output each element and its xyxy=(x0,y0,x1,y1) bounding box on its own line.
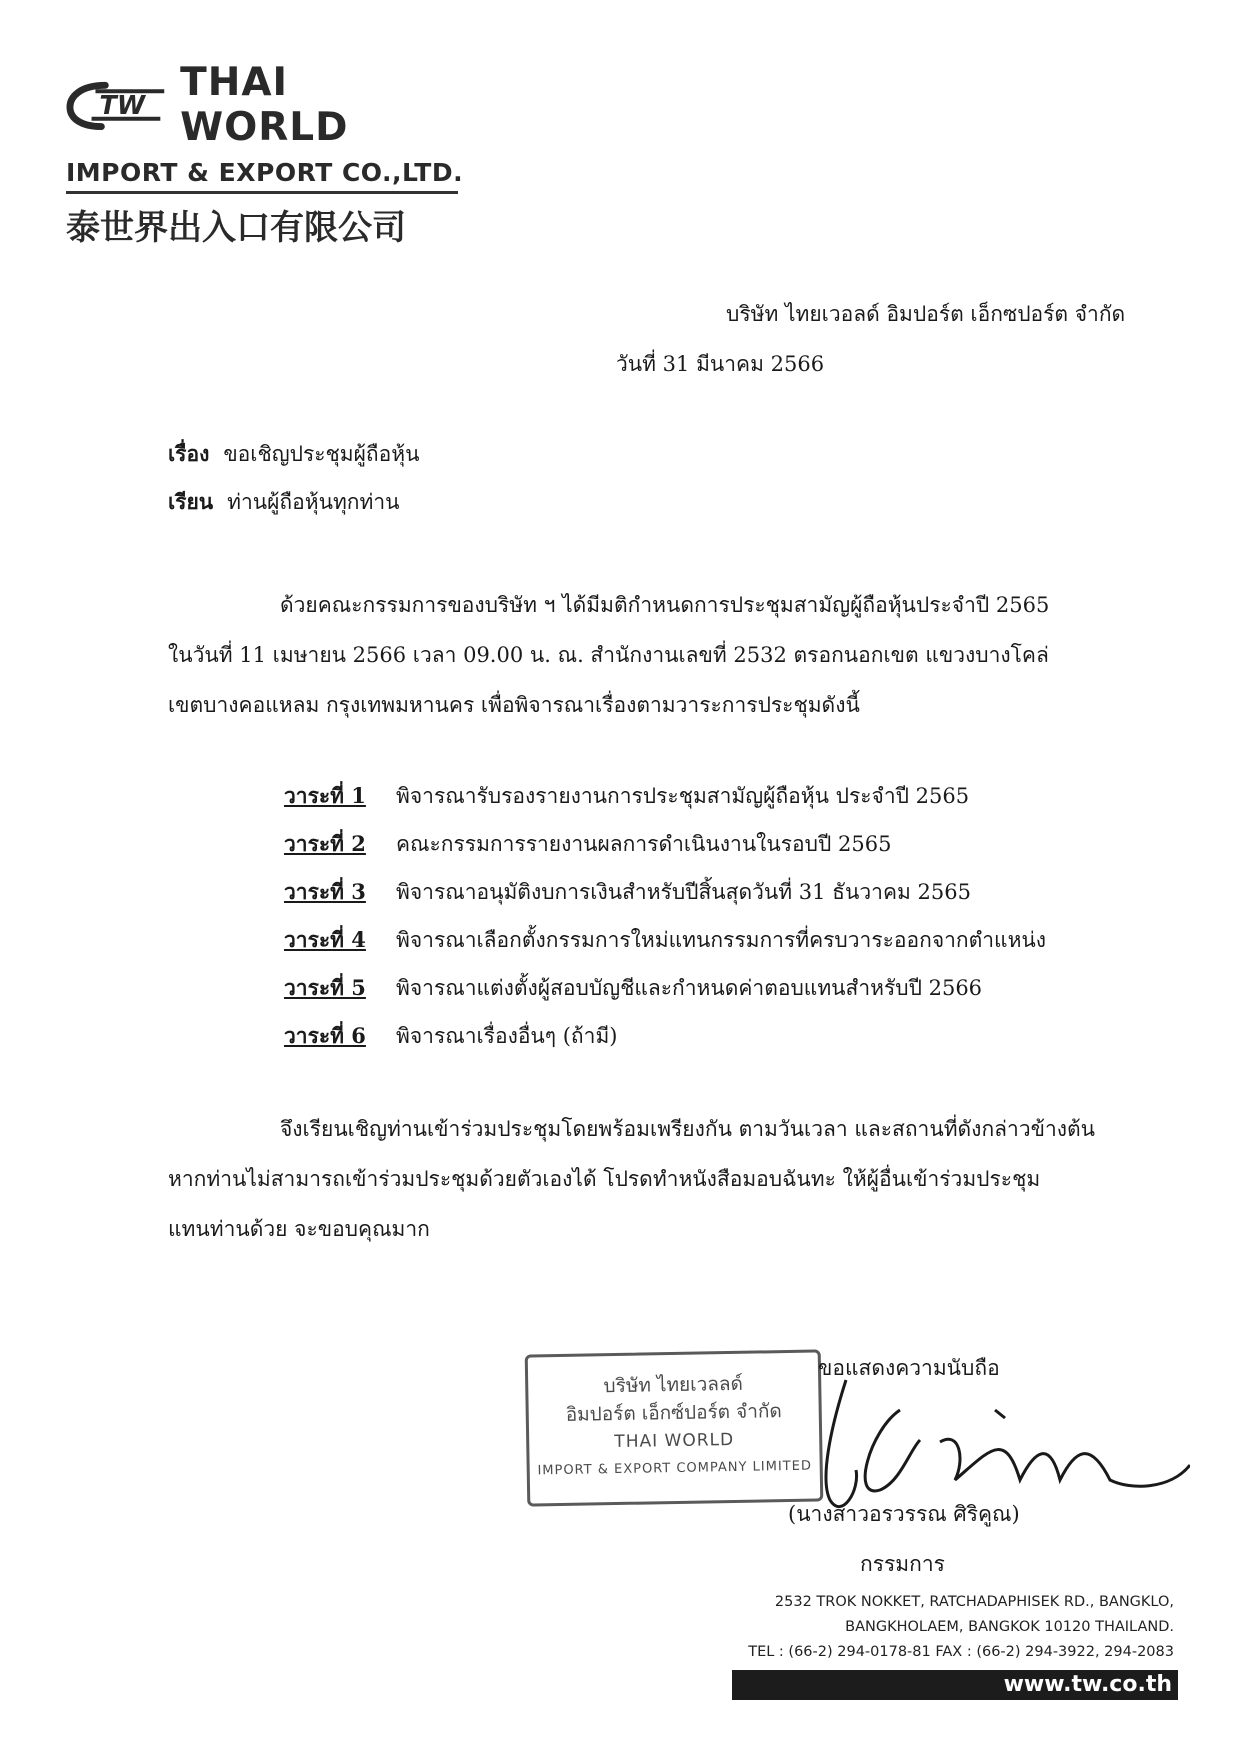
contact-line: TEL : (66-2) 294-0178-81 FAX : (66-2) 294-3922, 294-2083 xyxy=(748,1644,1174,1660)
closing-paragraph xyxy=(168,1104,1098,1254)
agenda-label: วาระที่ 4 xyxy=(284,927,366,952)
company-name-cn: 泰世界出入口有限公司 xyxy=(66,208,406,248)
agenda-item xyxy=(284,772,1046,820)
subject-label: เรื่อง xyxy=(168,441,210,466)
paragraph-line: ในวันที่ 11 เมษายน 2566 เวลา 09.00 น. ณ. สำนักงานเลขที่ 2532 ตรอกนอกเขต แขวงบางโคล่ xyxy=(168,643,1049,667)
agenda-label: วาระที่ 3 xyxy=(284,879,366,904)
company-stamp xyxy=(525,1349,824,1506)
agenda-item xyxy=(284,1012,1046,1060)
company-logo-icon xyxy=(66,79,174,131)
stamp-line-thai: บริษัท ไทยเวลลด์ xyxy=(603,1372,744,1398)
agenda-text: พิจารณาแต่งตั้งผู้สอบบัญชีและกำหนดค่าตอบแทนสำหรับปี 2566 xyxy=(396,976,983,1000)
agenda-item xyxy=(284,916,1046,964)
logo-mark-text: TW xyxy=(99,90,145,121)
address-line: 2532 TROK NOKKET, RATCHADAPHISEK RD., BANGKLO, xyxy=(774,1594,1174,1610)
agenda-item xyxy=(284,868,1046,916)
letter-date: วันที่ 31 มีนาคม 2566 xyxy=(616,352,825,376)
stamp-line-en: IMPORT & EXPORT COMPANY LIMITED xyxy=(537,1458,813,1479)
agenda-list xyxy=(284,772,1046,1060)
logo-divider xyxy=(66,191,458,194)
agenda-label: วาระที่ 5 xyxy=(284,975,366,1000)
agenda-text: พิจารณาเลือกตั้งกรรมการใหม่แทนกรรมการที่ครบวาระออกจากตำแหน่ง xyxy=(396,928,1047,952)
agenda-item xyxy=(284,964,1046,1012)
signer-name: (นางสาวอรวรรณ ศิริคูณ) xyxy=(788,1502,1020,1526)
recipient-line xyxy=(168,486,400,519)
website-url: www.tw.co.th xyxy=(732,1670,1178,1700)
paragraph-line: ด้วยคณะกรรมการของบริษัท ฯ ได้มีมติกำหนดการประชุมสามัญผู้ถือหุ้นประจำปี 2565 xyxy=(280,593,1050,617)
company-subtitle-en: IMPORT & EXPORT CO.,LTD. xyxy=(66,158,464,187)
agenda-label: วาระที่ 2 xyxy=(284,831,366,856)
agenda-text: พิจารณาเรื่องอื่นๆ (ถ้ามี) xyxy=(396,1024,618,1048)
paragraph-line: หากท่านไม่สามารถเข้าร่วมประชุมด้วยตัวเองได้ โปรดทำหนังสือมอบฉันทะ ให้ผู้อื่นเข้าร่วมประชุม xyxy=(168,1167,1041,1191)
sender-company: บริษัท ไทยเวอลด์ อิมปอร์ต เอ็กซปอร์ต จำกัด xyxy=(726,302,1126,326)
stamp-line-en: THAI WORLD xyxy=(614,1429,735,1453)
agenda-label: วาระที่ 6 xyxy=(284,1023,366,1048)
letterhead-logo xyxy=(66,60,466,249)
recipient-label: เรียน xyxy=(168,489,214,514)
footer-address xyxy=(748,1590,1174,1665)
signer-position: กรรมการ xyxy=(860,1552,945,1576)
paragraph-line: เขตบางคอแหลม กรุงเทพมหานคร เพื่อพิจารณาเรื่องตามวาระการประชุมดังนี้ xyxy=(168,693,860,717)
closing-regards: ขอแสดงความนับถือ xyxy=(818,1356,1000,1380)
subject-text: ขอเชิญประชุมผู้ถือหุ้น xyxy=(223,442,420,466)
paragraph-line: แทนท่านด้วย จะขอบคุณมาก xyxy=(168,1217,430,1241)
stamp-line-thai: อิมปอร์ต เอ็กซ์ปอร์ต จำกัด xyxy=(565,1400,782,1426)
paragraph-line: จึงเรียนเชิญท่านเข้าร่วมประชุมโดยพร้อมเพรียงกัน ตามวันเวลา และสถานที่ดังกล่าวข้างต้น xyxy=(280,1117,1096,1141)
agenda-text: พิจารณารับรองรายงานการประชุมสามัญผู้ถือหุ้น ประจำปี 2565 xyxy=(396,784,970,808)
agenda-item xyxy=(284,820,1046,868)
agenda-text: คณะกรรมการรายงานผลการดำเนินงานในรอบปี 2565 xyxy=(396,832,892,856)
intro-paragraph xyxy=(168,580,1098,730)
address-line: BANGKHOLAEM, BANGKOK 10120 THAILAND. xyxy=(845,1619,1174,1635)
company-name-en: THAI WORLD xyxy=(180,60,349,150)
agenda-text: พิจารณาอนุมัติงบการเงินสำหรับปีสิ้นสุดวันที่ 31 ธันวาคม 2565 xyxy=(396,880,971,904)
subject-line xyxy=(168,438,419,471)
agenda-label: วาระที่ 1 xyxy=(284,783,366,808)
recipient-text: ท่านผู้ถือหุ้นทุกท่าน xyxy=(227,490,400,514)
